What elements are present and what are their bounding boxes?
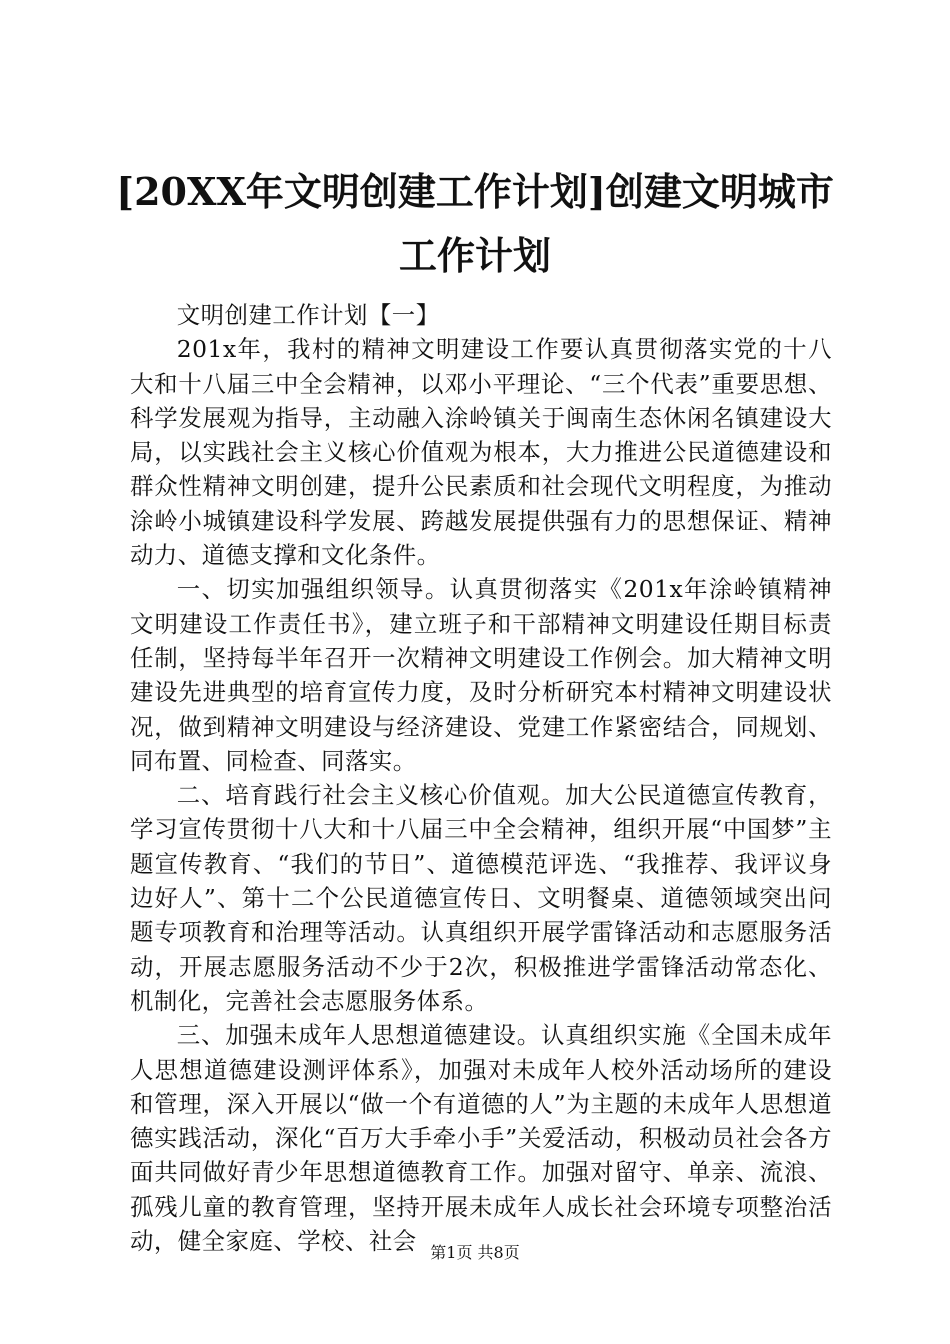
paragraph-section-3: 三、加强未成年人思想道德建设。认真组织实施《全国未成年人思想道德建设测评体系》，加强对未成年人校外活动场所的建设和管理，深入开展以“做一个有道德的人”为主题的未成年人思想道德实践活动，深化“百万大手牵小手”关爱活动，积极动员社会各方面共同做好青少年思想道德教育工作。加强对留守、单亲、流浪、孤残儿童的教育管理，坚持开展未成年人成长社会环境专项整治活动，健全家庭、学校、社会 <box>130 1021 832 1256</box>
document-title: [20XX年文明创建工作计划]创建文明城市工作计划 <box>116 169 834 278</box>
paragraph-section-2: 二、培育践行社会主义核心价值观。加大公民道德宣传教育，学习宣传贯彻十八大和十八届三中全会精神，组织开展“中国梦”主题宣传教育、“我们的节日”、道德模范评选、“我推荐、我评议身边好人”、第十二个公民道德宣传日、文明餐桌、道德领域突出问题专项教育和治理等活动。认真组织开展学雷锋活动和志愿服务活动，开展志愿服务活动不少于2次，积极推进学雷锋活动常态化、机制化，完善社会志愿服务体系。 <box>130 781 832 1015</box>
page-number: 第1页 共8页 <box>430 1243 520 1262</box>
paragraph-intro: 201x年，我村的精神文明建设工作要认真贯彻落实党的十八大和十八届三中全会精神，以邓小平理论、“三个代表”重要思想、科学发展观为指导，主动融入涂岭镇关于闽南生态休闲名镇建设大局，以实践社会主义核心价值观为根本，大力推进公民道德建设和群众性精神文明创建，提升公民素质和社会现代文明程度，为推动涂岭小城镇建设科学发展、跨越发展提供强有力的思想保证、精神动力、道德支撑和文化条件。 <box>130 335 832 570</box>
paragraph-section-1: 一、切实加强组织领导。认真贯彻落实《201x年涂岭镇精神文明建设工作责任书》，建立班子和干部精神文明建设任期目标责任制，坚持每半年召开一次精神文明建设工作例会。加大精神文明建设先进典型的培育宣传力度，及时分析研究本村精神文明建设状况，做到精神文明建设与经济建设、党建工作紧密结合，同规划、同布置、同检查、同落实。 <box>130 575 832 775</box>
document-body <box>130 298 832 1258</box>
section-heading: 文明创建工作计划【一】 <box>176 301 440 329</box>
